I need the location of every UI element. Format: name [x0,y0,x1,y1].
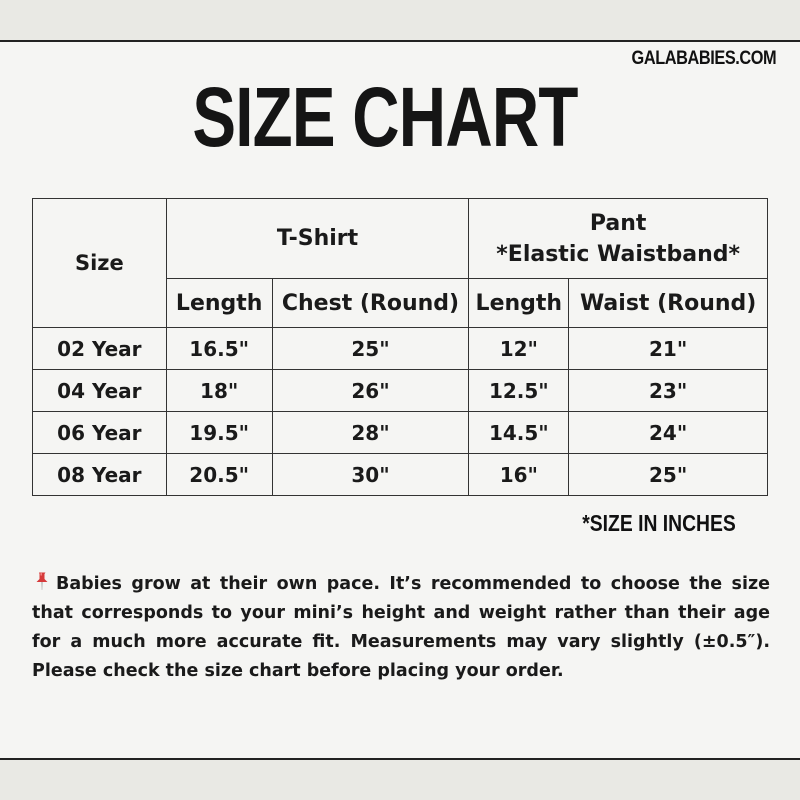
description-text: Babies grow at their own pace. It’s recommended to choose the size that corresponds to your mini’s height and weight rather than their age for a much more accurate fit. Measurements may vary slightly (±0.5″). Please check the size chart before placing your order. [32,574,770,681]
tshirt-length-cell: 18" [166,370,272,412]
chest-header: Chest (Round) [272,279,469,328]
unit-note: *SIZE IN INCHES [582,510,736,536]
chest-cell: 25" [272,328,469,370]
size-cell: 06 Year [33,412,167,454]
size-header: Size [33,199,167,328]
waist-header: Waist (Round) [569,279,768,328]
size-cell: 02 Year [33,328,167,370]
page-title: SIZE CHART [192,70,578,164]
table-row [33,412,768,454]
waist-cell: 24" [569,412,768,454]
tshirt-header: T-Shirt [166,199,469,279]
table-row [33,370,768,412]
waist-cell: 21" [569,328,768,370]
size-table [32,198,768,496]
pant-length-header: Length [469,279,569,328]
size-cell: 08 Year [33,454,167,496]
table-row [33,328,768,370]
pant-header [469,199,768,279]
description [32,570,770,686]
pant-length-cell: 12.5" [469,370,569,412]
tshirt-length-header: Length [166,279,272,328]
size-cell: 04 Year [33,370,167,412]
chest-cell: 26" [272,370,469,412]
pushpin-icon [32,571,52,591]
waist-cell: 23" [569,370,768,412]
pant-length-cell: 12" [469,328,569,370]
pant-header-subtitle: *Elastic Waistband* [496,241,741,267]
tshirt-length-cell: 20.5" [166,454,272,496]
pant-header-title: Pant [589,210,647,236]
size-chart-card [0,40,800,760]
tshirt-length-cell: 16.5" [166,328,272,370]
table-row [33,454,768,496]
table-header-row [33,199,768,279]
site-name: GALABABIES.COM [631,48,776,69]
tshirt-length-cell: 19.5" [166,412,272,454]
chest-cell: 28" [272,412,469,454]
waist-cell: 25" [569,454,768,496]
chest-cell: 30" [272,454,469,496]
pant-length-cell: 14.5" [469,412,569,454]
pant-length-cell: 16" [469,454,569,496]
